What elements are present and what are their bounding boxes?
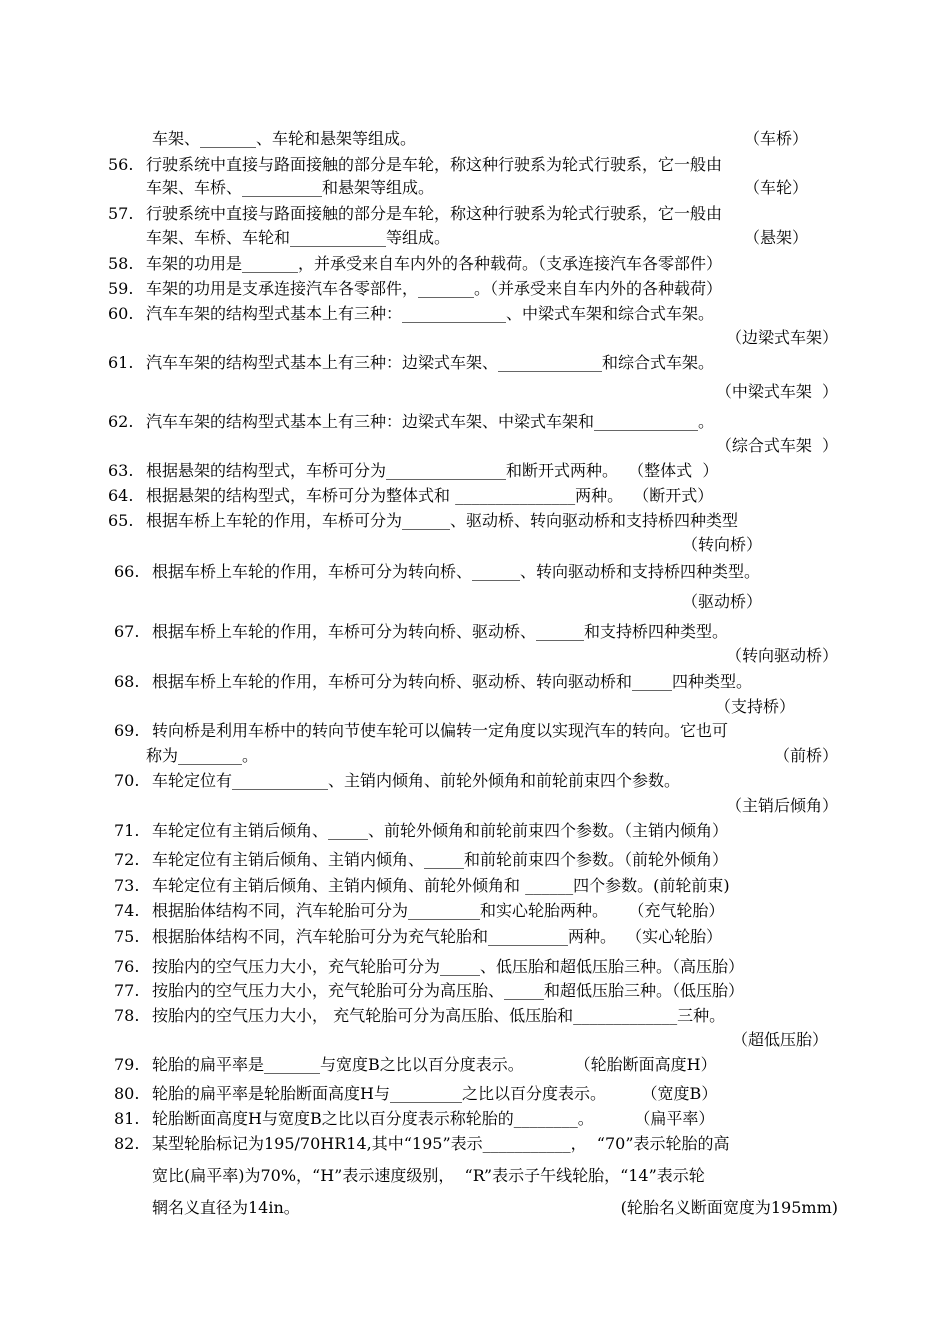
answer-text: （前桥）	[773, 746, 838, 765]
question-text: 车轮定位有____________、主销内倾角、前轮外倾角和前轮前束四个参数。	[152, 771, 681, 790]
question-text: 车架的功用是支承连接汽车各零部件，_______。（并承受来自车内外的各种载荷）	[146, 279, 723, 298]
answer-text: （边梁式车架）	[725, 328, 838, 347]
question-57	[108, 204, 722, 224]
question-text: 按胎内的空气压力大小， 充气轮胎可分为高压胎、低压胎和_____________三种。	[152, 1006, 726, 1025]
question-text: 汽车车架的结构型式基本上有三种：边梁式车架、_____________和综合式车架。	[146, 353, 715, 372]
answer-text: （转向驱动桥）	[725, 646, 838, 665]
question-77	[114, 981, 744, 1001]
question-text: 根据胎体结构不同，汽车轮胎可分为_________和实心轮胎两种。 （充气轮胎）	[152, 901, 725, 920]
answer-text: （悬架）	[743, 228, 808, 247]
question-64	[108, 486, 713, 506]
question-text: 汽车车架的结构型式基本上有三种：_____________、中梁式车架和综合式车架。	[146, 304, 715, 323]
question-61	[108, 353, 714, 373]
question-text: 车架的功用是_______，并承受来自车内外的各种载荷。（支承连接汽车各零部件）	[146, 254, 723, 273]
question-75	[114, 927, 722, 947]
question-78	[114, 1006, 725, 1026]
question-63	[108, 461, 718, 481]
question-text: 按胎内的空气压力大小，充气轮胎可分为高压胎、_____和超低压胎三种。（低压胎）	[152, 981, 745, 1000]
question-number: 79.	[114, 1055, 140, 1074]
question-66	[114, 562, 760, 582]
question-text: 车轮定位有主销后倾角、主销内倾角、前轮外倾角和 ______四个参数。(前轮前束)	[152, 876, 730, 895]
question-82	[114, 1134, 730, 1154]
question-60	[108, 304, 714, 324]
question-text: 轮胎断面高度H与宽度B之比以百分度表示称轮胎的________。 （扁平率）	[152, 1109, 715, 1128]
question-number: 71.	[114, 821, 140, 840]
question-80	[114, 1084, 717, 1104]
question-number: 64.	[108, 486, 134, 505]
text-line: 车架、车桥、车轮和____________等组成。	[146, 228, 451, 247]
question-number: 75.	[114, 927, 140, 946]
question-number: 73.	[114, 876, 140, 895]
question-text: 按胎内的空气压力大小，充气轮胎可分为_____、低压胎和超低压胎三种。（高压胎）	[152, 957, 745, 976]
question-59	[108, 279, 722, 299]
question-number: 72.	[114, 850, 140, 869]
answer-text: （车轮）	[743, 178, 808, 197]
question-text: 转向桥是利用车桥中的转向节使车轮可以偏转一定角度以实现汽车的转向。它也可	[152, 721, 729, 740]
answer-text: （超低压胎）	[731, 1030, 828, 1049]
question-number: 70.	[114, 771, 140, 790]
question-70	[114, 771, 680, 791]
question-number: 61.	[108, 353, 134, 372]
question-text: 某型轮胎标记为195/70HR14,其中“195”表示___________， “70”表示轮胎的高	[152, 1134, 730, 1153]
question-number: 69.	[114, 721, 140, 740]
question-number: 59.	[108, 279, 134, 298]
answer-text: （驱动桥）	[681, 592, 762, 611]
question-text: 根据车桥上车轮的作用，车桥可分为转向桥、______、转向驱动桥和支持桥四种类型。	[152, 562, 761, 581]
question-number: 80.	[114, 1084, 140, 1103]
question-67	[114, 622, 728, 642]
answer-text: （中梁式车架 ）	[715, 382, 838, 401]
question-62	[108, 412, 714, 432]
question-73	[114, 876, 730, 896]
question-text: 轮胎的扁平率是轮胎断面高度H与_________之比以百分度表示。 （宽度B）	[152, 1084, 718, 1103]
question-81	[114, 1109, 714, 1129]
question-text: 车轮定位有主销后倾角、主销内倾角、_____和前轮前束四个参数。（前轮外倾角）	[152, 850, 729, 869]
question-79	[114, 1055, 717, 1075]
question-71	[114, 821, 728, 841]
question-72	[114, 850, 728, 870]
question-number: 74.	[114, 901, 140, 920]
question-number: 66.	[114, 562, 140, 581]
question-text: 根据车桥上车轮的作用，车桥可分为转向桥、驱动桥、______和支持桥四种类型。	[152, 622, 729, 641]
question-number: 77.	[114, 981, 140, 1000]
question-number: 76.	[114, 957, 140, 976]
question-text: 根据胎体结构不同，汽车轮胎可分为充气轮胎和__________两种。 （实心轮胎）	[152, 927, 723, 946]
question-74	[114, 901, 724, 921]
question-number: 60.	[108, 304, 134, 323]
question-58	[108, 254, 722, 274]
question-number: 78.	[114, 1006, 140, 1025]
text-line: 车架、车桥、__________和悬架等组成。	[146, 178, 435, 197]
question-number: 62.	[108, 412, 134, 431]
question-number: 82.	[114, 1134, 140, 1153]
question-text: 行驶系统中直接与路面接触的部分是车轮，称这种行驶系为轮式行驶系，它一般由	[146, 204, 723, 223]
question-number: 63.	[108, 461, 134, 480]
question-number: 56.	[108, 155, 134, 174]
question-text: 行驶系统中直接与路面接触的部分是车轮，称这种行驶系为轮式行驶系，它一般由	[146, 155, 723, 174]
question-76	[114, 957, 744, 977]
answer-text: （转向桥）	[681, 535, 762, 554]
answer-text: （综合式车架 ）	[715, 436, 838, 455]
question-text: 汽车车架的结构型式基本上有三种：边梁式车架、中梁式车架和_____________。	[146, 412, 715, 431]
question-text: 轮胎的扁平率是_______与宽度B之比以百分度表示。 （轮胎断面高度H）	[152, 1055, 717, 1074]
question-number: 57.	[108, 204, 134, 223]
answer-text: （车桥）	[743, 129, 808, 148]
question-number: 81.	[114, 1109, 140, 1128]
answer-text: (轮胎名义断面宽度为195mm)	[620, 1198, 838, 1217]
question-number: 65.	[108, 511, 134, 530]
answer-text: （支持桥）	[714, 697, 795, 716]
question-56	[108, 155, 722, 175]
text-line: 车架、_______、车轮和悬架等组成。	[152, 129, 417, 148]
question-text: 车轮定位有主销后倾角、_____、前轮外倾角和前轮前束四个参数。（主销内倾角）	[152, 821, 729, 840]
question-number: 58.	[108, 254, 134, 273]
text-line: 称为________。	[146, 746, 259, 765]
question-69	[114, 721, 728, 741]
question-65	[108, 511, 738, 531]
question-number: 68.	[114, 672, 140, 691]
text-line: 宽比(扁平率)为70%，“H”表示速度级别， “R”表示子午线轮胎，“14”表示轮	[152, 1166, 705, 1185]
text-line: 辋名义直径为14in。	[152, 1198, 300, 1217]
answer-text: （主销后倾角）	[725, 796, 838, 815]
question-text: 根据车桥上车轮的作用，车桥可分为转向桥、驱动桥、转向驱动桥和_____四种类型。	[152, 672, 753, 691]
question-text: 根据悬架的结构型式，车桥可分为整体式和 _______________两种。 （断开式）	[146, 486, 714, 505]
question-number: 67.	[114, 622, 140, 641]
question-text: 根据车桥上车轮的作用，车桥可分为______、驱动桥、转向驱动桥和支持桥四种类型	[146, 511, 739, 530]
question-text: 根据悬架的结构型式，车桥可分为_______________和断开式两种。 （整体式 ）	[146, 461, 719, 480]
question-68	[114, 672, 752, 692]
